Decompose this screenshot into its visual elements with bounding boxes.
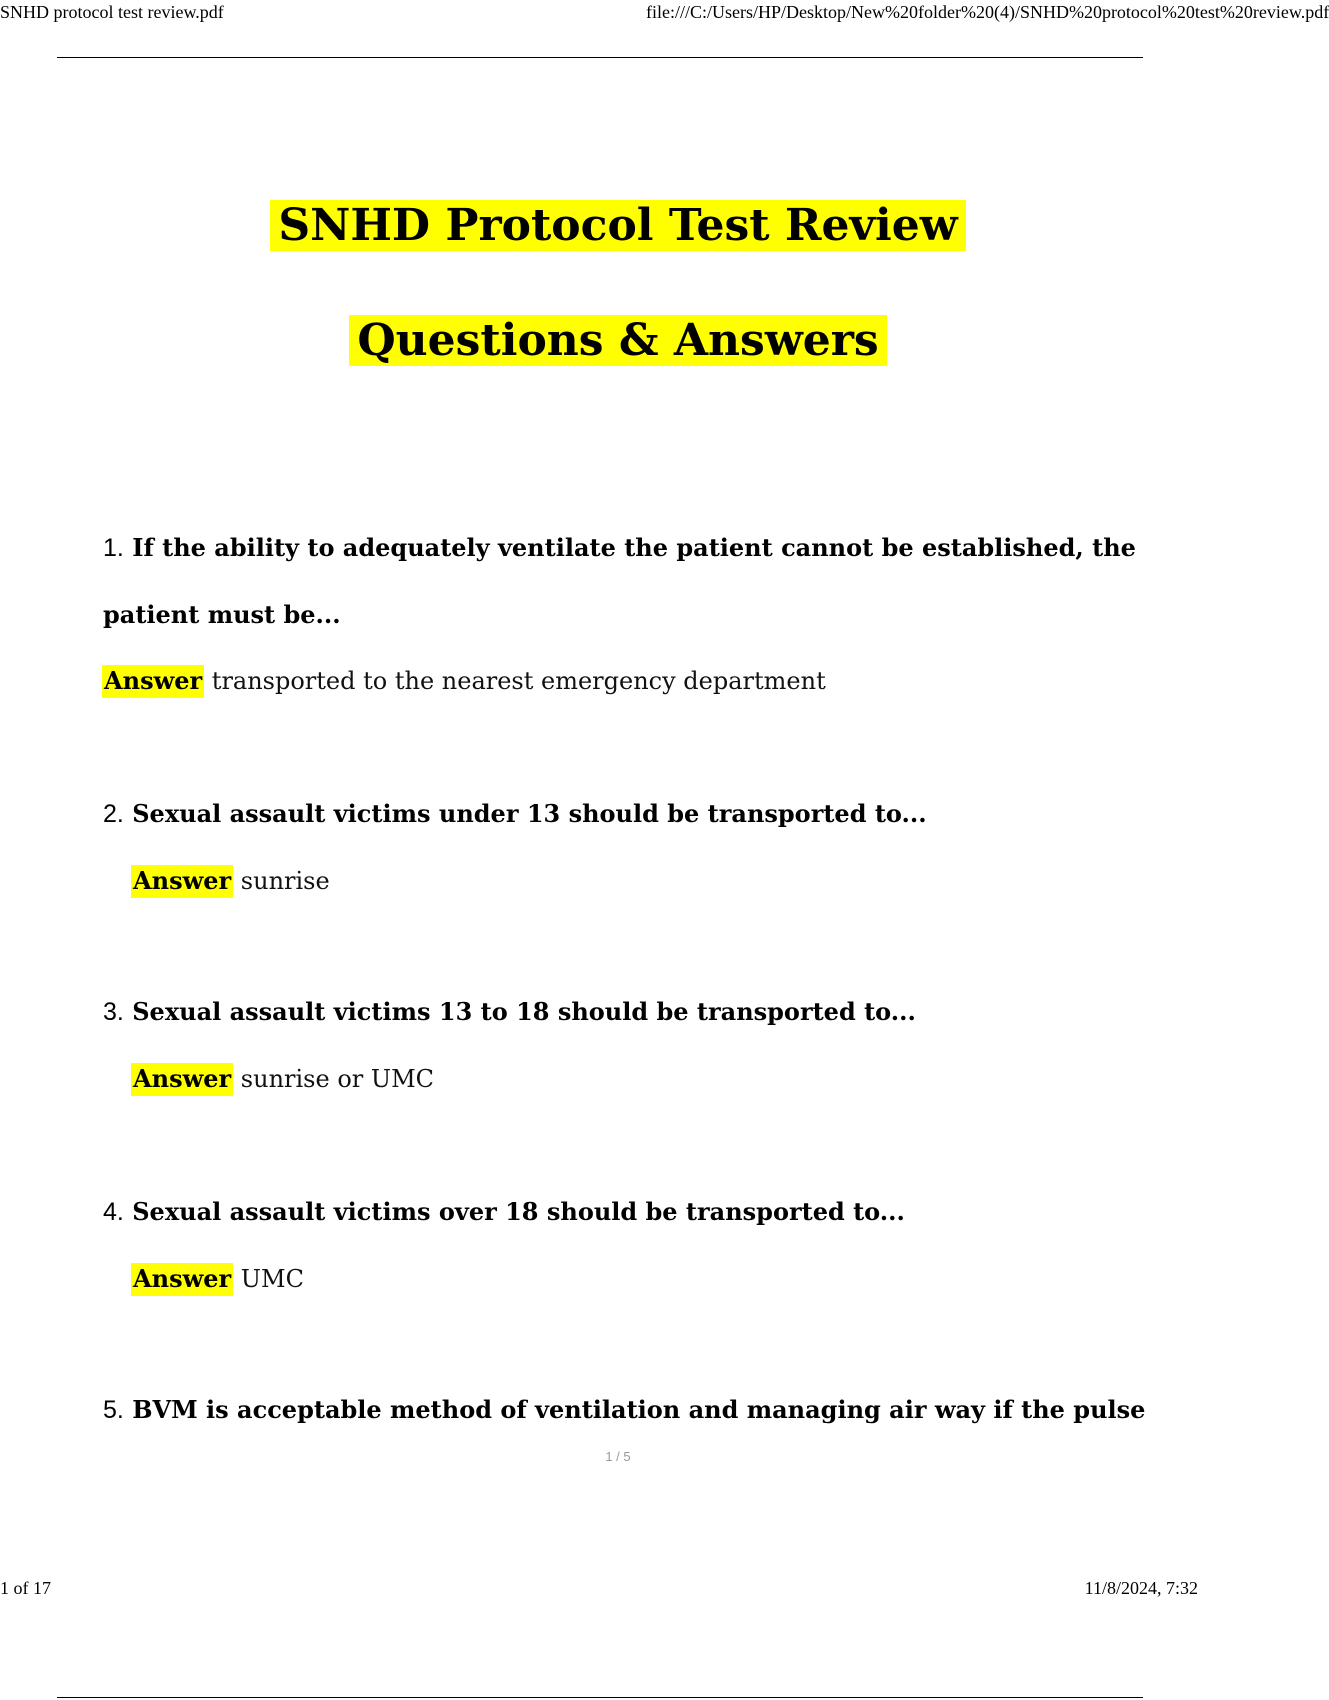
answer-2 [131,866,330,896]
question-4 [103,1197,1103,1227]
answer-3 [131,1064,434,1094]
title-line-1 [0,196,1236,256]
answer-label: Answer [131,1063,233,1096]
title-highlight: SNHD Protocol Test Review [270,200,965,251]
print-footer [0,1578,1200,1602]
answer-label: Answer [102,665,204,698]
footer-divider [57,1697,1143,1698]
document-name: SNHD protocol test review.pdf [0,2,224,22]
question-text: Sexual assault victims under 13 should be transported to... [132,799,927,828]
print-datetime: 11/8/2024, 7:32 [1084,1578,1198,1598]
answer-label: Answer [131,1263,233,1296]
question-number: 1. [103,534,124,562]
header-divider [57,57,1143,58]
question-1-continued [103,600,1103,630]
question-number: 3. [103,998,124,1026]
question-text: BVM is acceptable method of ventilation and managing air way if the pulse [132,1395,1146,1424]
answer-1 [102,666,826,696]
question-2 [103,799,1103,829]
question-text: Sexual assault victims over 18 should be transported to... [132,1197,905,1226]
print-header [0,2,1329,26]
answer-4 [131,1264,304,1294]
answer-text: sunrise or UMC [240,1065,435,1093]
answer-text: transported to the nearest emergency department [211,667,826,695]
question-1 [103,533,1136,563]
answer-text: sunrise [240,867,330,895]
question-number: 5. [103,1396,124,1424]
question-number: 2. [103,800,124,828]
answer-label: Answer [131,865,233,898]
question-text: If the ability to adequately ventilate the patient cannot be established, the [132,533,1136,562]
question-text: Sexual assault victims 13 to 18 should be transported to... [132,997,916,1026]
question-text-continued: patient must be... [103,600,341,629]
title-line-2 [0,311,1236,371]
page-indicator: 1 / 5 [605,1449,631,1464]
question-3 [103,997,1103,1027]
question-5 [103,1395,1146,1425]
subtitle-highlight: Questions & Answers [349,315,886,366]
answer-text: UMC [240,1265,304,1293]
page-count: 1 of 17 [0,1578,51,1598]
file-path: file:///C:/Users/HP/Desktop/New%20folder%20(4)/SNHD%20protocol%20test%20review.pdf [646,2,1329,22]
question-number: 4. [103,1198,124,1226]
